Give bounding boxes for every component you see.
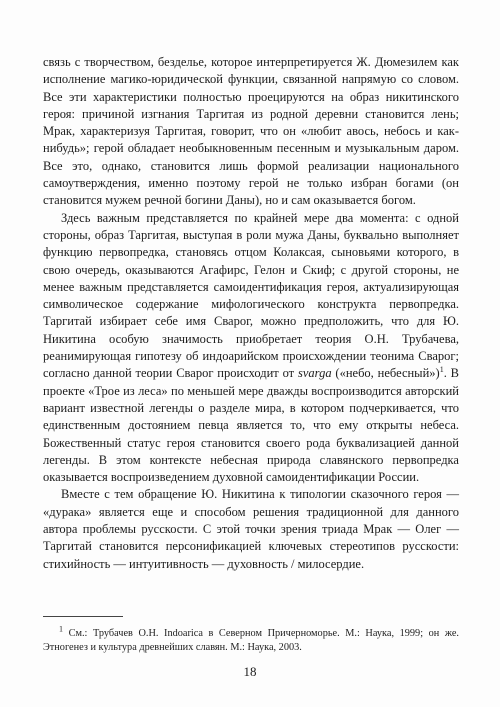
paragraph-2 xyxy=(43,210,459,487)
paragraph-1: связь с творчеством, безделье, которое интерпретируется Ж. Дюмезилем как исполнение магико-юридической функции, связанной напрямую со словом. Все эти характеристики полностью проецируются на образ никитинского героя: причиной изгнания Таргитая из родной деревни становится лень; Мрак, характеризуя Таргитая, говорит, что он «любит авось, небось и как-нибудь»; герой обладает необыкновенным песенным и музыкальным даром. Все это, однако, становится лишь формой реализации национального самоутверждения, именно поэтому герой не только избран богами (он становится мужем речной богини Даны), но и сам оказывается богом. xyxy=(43,55,459,208)
footnote-mark: 1 xyxy=(59,624,63,634)
footnote-text: См.: Трубачев О.Н. Indoarica в Северном Причерноморье. М.: Наука, 1999; он же. Этногенез и культура древнейших славян. М.: Наука, 2003. xyxy=(43,628,459,653)
paragraph-2-text: Здесь важным представляется по крайней мере два момента: с одной стороны, образ Таргитая, выступая в роли мужа Даны, буквально выполняет функцию первопредка, становясь отцом Колаксая, сыновьями которого, в свою очередь, оказываются Агафирс, Гелон и Скиф; с другой стороны, не менее важным представляется самоидентификация героя, актуализирующая символическое содержание мифологического конструкта первопредка. Таргитай избирает себе имя Сварог, можно предположить, что для Ю. Никитина особую значимость приобретает теория О.Н. Трубачева, реанимирующая гипотезу об индоарийском происхождении теонима Сварог; согласно данной теории Сварог происходит от xyxy=(43,210,459,381)
footnote xyxy=(43,624,459,655)
svarga-gloss: («небо, небесный») xyxy=(331,366,440,381)
svarga-term: svarga xyxy=(298,366,332,381)
main-text xyxy=(43,54,459,573)
footnote-reference[interactable]: 1 xyxy=(439,365,444,375)
footnote-divider xyxy=(43,616,123,617)
paragraph-2-continuation: . В проекте «Трое из леса» по меньшей мере дважды воспроизводится авторский вариант известной легенды о разделе мира, в котором подчеркивается, что единственным достоянием певца является то, что ему открыты небеса. Божественный статус героя становится своего рода буквализацией данной легенды. В этом контексте небесная природа славянского первопредка оказывается воспроизведением духовной самоидентификации России. xyxy=(43,366,459,485)
paragraph-3: Вместе с тем обращение Ю. Никитина к типологии сказочного героя — «дурака» является еще и способом решения традиционной для данного автора проблемы русскости. С этой точки зрения триада Мрак — Олег — Таргитай становится персонификацией ключевых стереотипов русскости: стихийность — интуитивность — духовность / милосердие. xyxy=(43,487,459,571)
page-number: 18 xyxy=(243,664,257,679)
